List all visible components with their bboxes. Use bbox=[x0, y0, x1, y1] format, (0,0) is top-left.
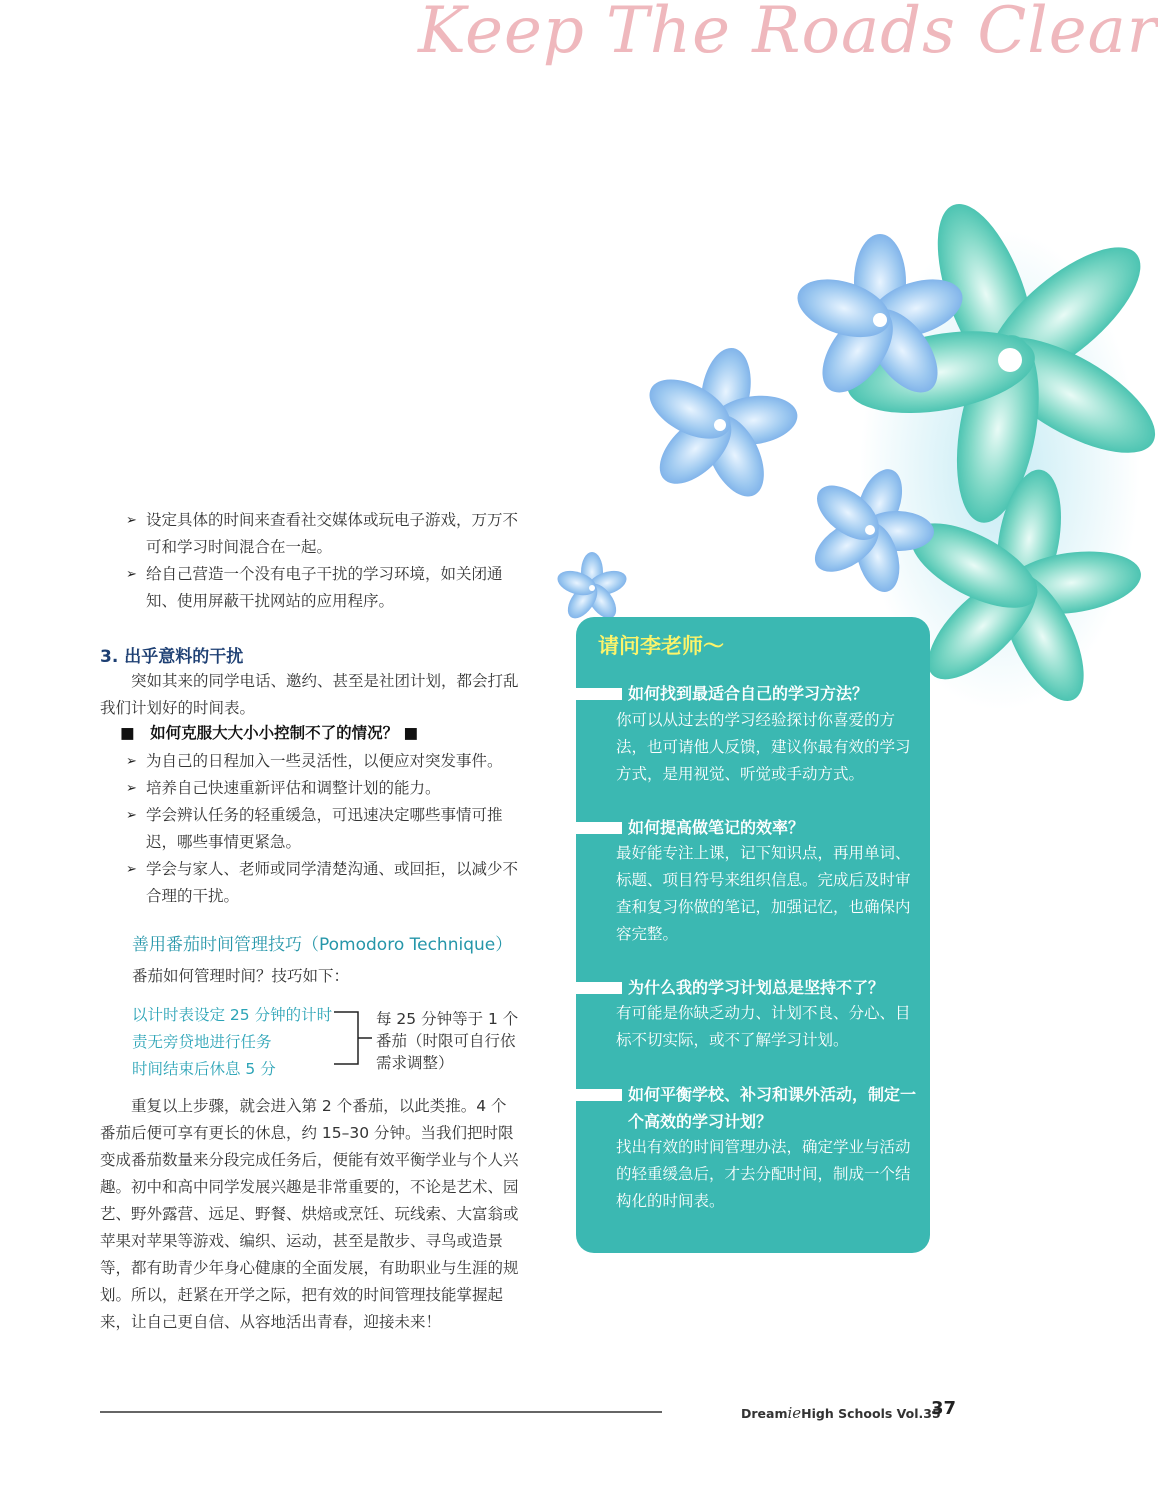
qa-answer: 你可以从过去的学习经验探讨你喜爱的方法，也可请他人反馈，建议你最有效的学习方式，是用视觉、听觉或手动方式。 bbox=[616, 711, 911, 783]
magazine-name: DreamieHigh Schools Vol.35 bbox=[741, 1404, 941, 1422]
bullet-item: ➢ 设定具体的时间来查看社交媒体或玩电子游戏，万万不可和学习时间混合在一起。 bbox=[126, 507, 526, 561]
closing-paragraph: 初中和高中同学发展兴趣是非常重要的，不论是艺术、园艺、野外露营、远足、野餐、烘焙或烹饪、玩线索、大富翁或苹果对苹果等游戏、编织、运动，甚至是散步、寻鸟或造景等，都有助青少年身心健康的全面发展，有助职业与生涯的规划。 bbox=[100, 1178, 519, 1304]
bullet-item: ➢ 培养自己快速重新评估和调整计划的能力。 bbox=[126, 775, 526, 802]
technique-step: 责无旁贷地进行任务 bbox=[132, 1033, 272, 1051]
closing-paragraph: 所以，赶紧在开学之际，把有效的时间管理技能掌握起来，让自己更自信、从容地活出青春，迎接未来！ bbox=[100, 1286, 504, 1331]
technique-title: 善用番茄时间管理技巧（Pomodoro Technique） bbox=[132, 935, 513, 955]
bullet-item: ➢ 给自己营造一个没有电子干扰的学习环境，如关闭通知、使用屏蔽干扰网站的应用程序。 bbox=[126, 561, 526, 615]
qa-question: 如何平衡学校、补习和课外活动，制定一个高效的学习计划？ bbox=[576, 1081, 921, 1135]
question-bar bbox=[576, 688, 622, 700]
qa-question: 如何提高做笔记的效率？ bbox=[576, 814, 921, 841]
panel-title: 请问李老师～ bbox=[598, 634, 724, 658]
footer-rule bbox=[100, 1411, 662, 1413]
technique-step: 时间结束后休息 5 分 bbox=[132, 1060, 276, 1078]
bullet-item: ➢ 为自己的日程加入一些灵活性，以便应对突发事件。 bbox=[126, 748, 526, 775]
question-bar bbox=[576, 982, 622, 994]
qa-answer: 最好能专注上课，记下知识点，再用单词、标题、项目符号来组织信息。完成后及时审查和复习你做的笔记，加强记忆，也确保内容完整。 bbox=[616, 844, 911, 943]
arrow-bullet-icon: ➢ bbox=[126, 862, 137, 877]
qa-question: 如何找到最适合自己的学习方法？ bbox=[576, 680, 921, 707]
question-bar bbox=[576, 1089, 622, 1101]
technique-intro: 番茄如何管理时间？技巧如下： bbox=[132, 967, 350, 985]
qa-answer: 有可能是你缺乏动力、计划不良、分心、目标不切实际，或不了解学习计划。 bbox=[616, 1004, 911, 1049]
qa-answer: 找出有效的时间管理办法，确定学业与活动的轻重缓急后，才去分配时间，制成一个结构化的时间表。 bbox=[616, 1138, 911, 1210]
flower-blue-tiny bbox=[554, 552, 629, 624]
page-number: 37 bbox=[931, 1398, 957, 1419]
technique-steps bbox=[132, 1002, 332, 1083]
bracket-connector bbox=[332, 1010, 376, 1066]
flower-blue-mid bbox=[640, 344, 801, 506]
section-title: 3. 出乎意料的干扰 bbox=[100, 647, 244, 667]
arrow-bullet-icon: ➢ bbox=[126, 567, 137, 582]
bullet-item: ➢ 学会辨认任务的轻重缓急，可迅速决定哪些事情可推迟，哪些事情更紧急。 bbox=[126, 802, 526, 856]
arrow-bullet-icon: ➢ bbox=[126, 781, 137, 796]
pomodoro-note: 每 25 分钟等于 1 个番茄（时限可自行依需求调整） bbox=[376, 1010, 519, 1072]
closing-paragraph: 重复以上步骤，就会进入第 2 个番茄，以此类推。4 个番茄后便可享有更长的休息，约 15–30 分钟。当我们把时限变成番茄数量来分段完成任务后，便能有效平衡学业与个人兴趣。 bbox=[100, 1097, 519, 1196]
question-bar bbox=[576, 822, 622, 834]
masthead-title: Keep The Roads Clear bbox=[418, 0, 1158, 68]
subsection-question: ■ 如何克服大大小小控制不了的情况？ ■ bbox=[120, 724, 419, 742]
arrow-bullet-icon: ➢ bbox=[126, 808, 137, 823]
arrow-bullet-icon: ➢ bbox=[126, 513, 137, 528]
qa-question: 为什么我的学习计划总是坚持不了？ bbox=[576, 974, 921, 1001]
arrow-bullet-icon: ➢ bbox=[126, 754, 137, 769]
section-intro: 突如其来的同学电话、邀约、甚至是社团计划，都会打乱我们计划好的时间表。 bbox=[100, 672, 519, 717]
bullet-item: ➢ 学会与家人、老师或同学清楚沟通、或回拒，以减少不合理的干扰。 bbox=[126, 856, 526, 910]
technique-step: 以计时表设定 25 分钟的计时 bbox=[132, 1006, 333, 1024]
